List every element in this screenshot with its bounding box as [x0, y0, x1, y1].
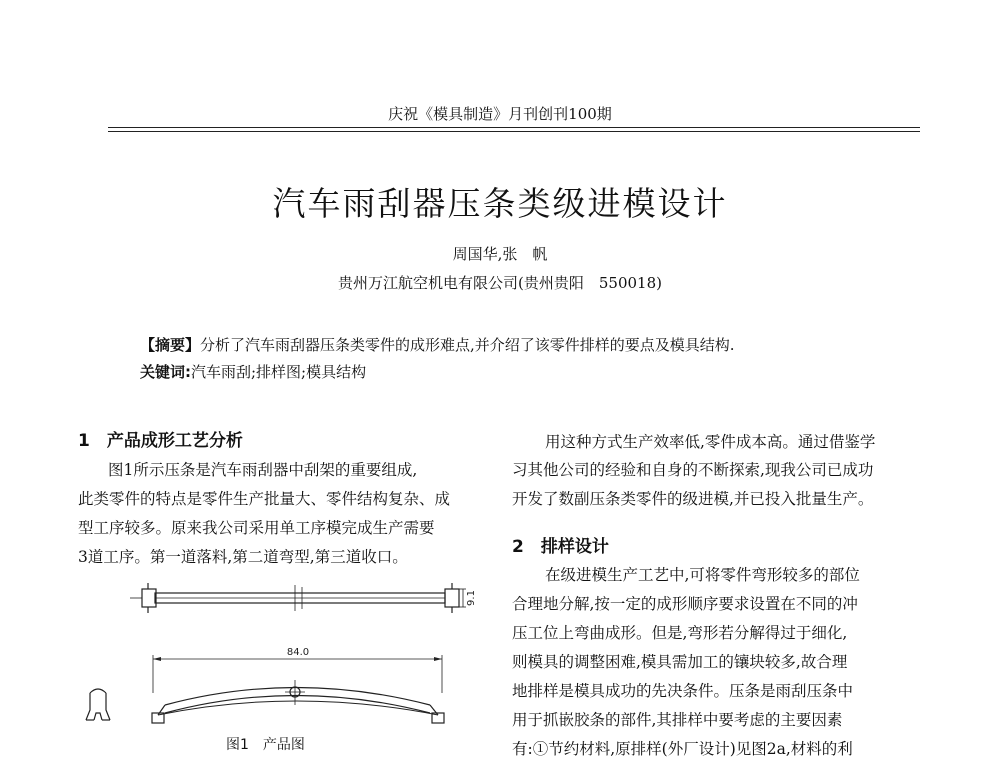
- abstract-text: 分析了汽车雨刮器压条类零件的成形难点,并介绍了该零件排样的要点及模具结构.: [200, 336, 735, 354]
- keywords-label: 关键词:: [140, 363, 191, 381]
- section-1-line: 3道工序。第一道落料,第二道弯型,第三道收口。: [78, 548, 408, 566]
- journal-header: 庆祝《模具制造》月刊创刊100期: [388, 105, 612, 123]
- section-1-line: 图1所示压条是汽车雨刮器中刮架的重要组成,: [108, 461, 418, 479]
- right-col-line: 在级进模生产工艺中,可将零件弯形较多的部位: [545, 566, 860, 584]
- right-col-line: 用这种方式生产效率低,零件成本高。通过借鉴学: [545, 433, 876, 451]
- keywords-text: 汽车雨刮;排样图;模具结构: [191, 363, 367, 381]
- dim-length-label: 84.0: [286, 647, 310, 658]
- authors: 周国华,张 帆: [452, 245, 548, 263]
- figure-1-drawing: [70, 575, 490, 735]
- affiliation: 贵州万江航空机电有限公司(贵州贵阳 550018): [338, 274, 662, 292]
- right-col-line: 用于抓嵌胶条的部件,其排样中要考虑的主要因素: [512, 711, 843, 729]
- right-col-line: 开发了数副压条类零件的级进模,并已投入批量生产。: [512, 490, 874, 508]
- section-1-line: 此类零件的特点是零件生产批量大、零件结构复杂、成: [78, 490, 451, 508]
- right-col-line: 则模具的调整困难,模具需加工的镶块较多,故合理: [512, 653, 848, 671]
- section-1-line: 型工序较多。原来我公司采用单工序模完成生产需要: [78, 519, 435, 537]
- dim-arrow: [153, 657, 161, 661]
- right-col-line: 有:①节约材料,原排样(外厂设计)见图2a,材料的利: [512, 740, 853, 758]
- right-col-line: 地排样是模具成功的先决条件。压条是雨刮压条中: [512, 682, 854, 700]
- right-col-line: 习其他公司的经验和自身的不断探索,现我公司已成功: [512, 461, 874, 479]
- paper-title: 汽车雨刮器压条类级进模设计: [272, 184, 728, 223]
- abstract-label: 【摘要】: [140, 336, 201, 354]
- header-rule-thick: [108, 127, 920, 128]
- dim-arrow: [434, 657, 442, 661]
- section-1-heading: 1 产品成形工艺分析: [78, 431, 243, 451]
- section-2-heading: 2 排样设计: [512, 537, 609, 557]
- header-rule-thin: [108, 131, 920, 132]
- keywords: [140, 361, 366, 382]
- figure-1-caption: 图1 产品图: [226, 737, 305, 753]
- right-col-line: 合理地分解,按一定的成形顺序要求设置在不同的冲: [512, 595, 858, 613]
- right-col-line: 压工位上弯曲成形。但是,弯形若分解得过于细化,: [512, 624, 848, 642]
- abstract: [140, 334, 735, 355]
- dim-height-label: 9.1: [466, 590, 477, 606]
